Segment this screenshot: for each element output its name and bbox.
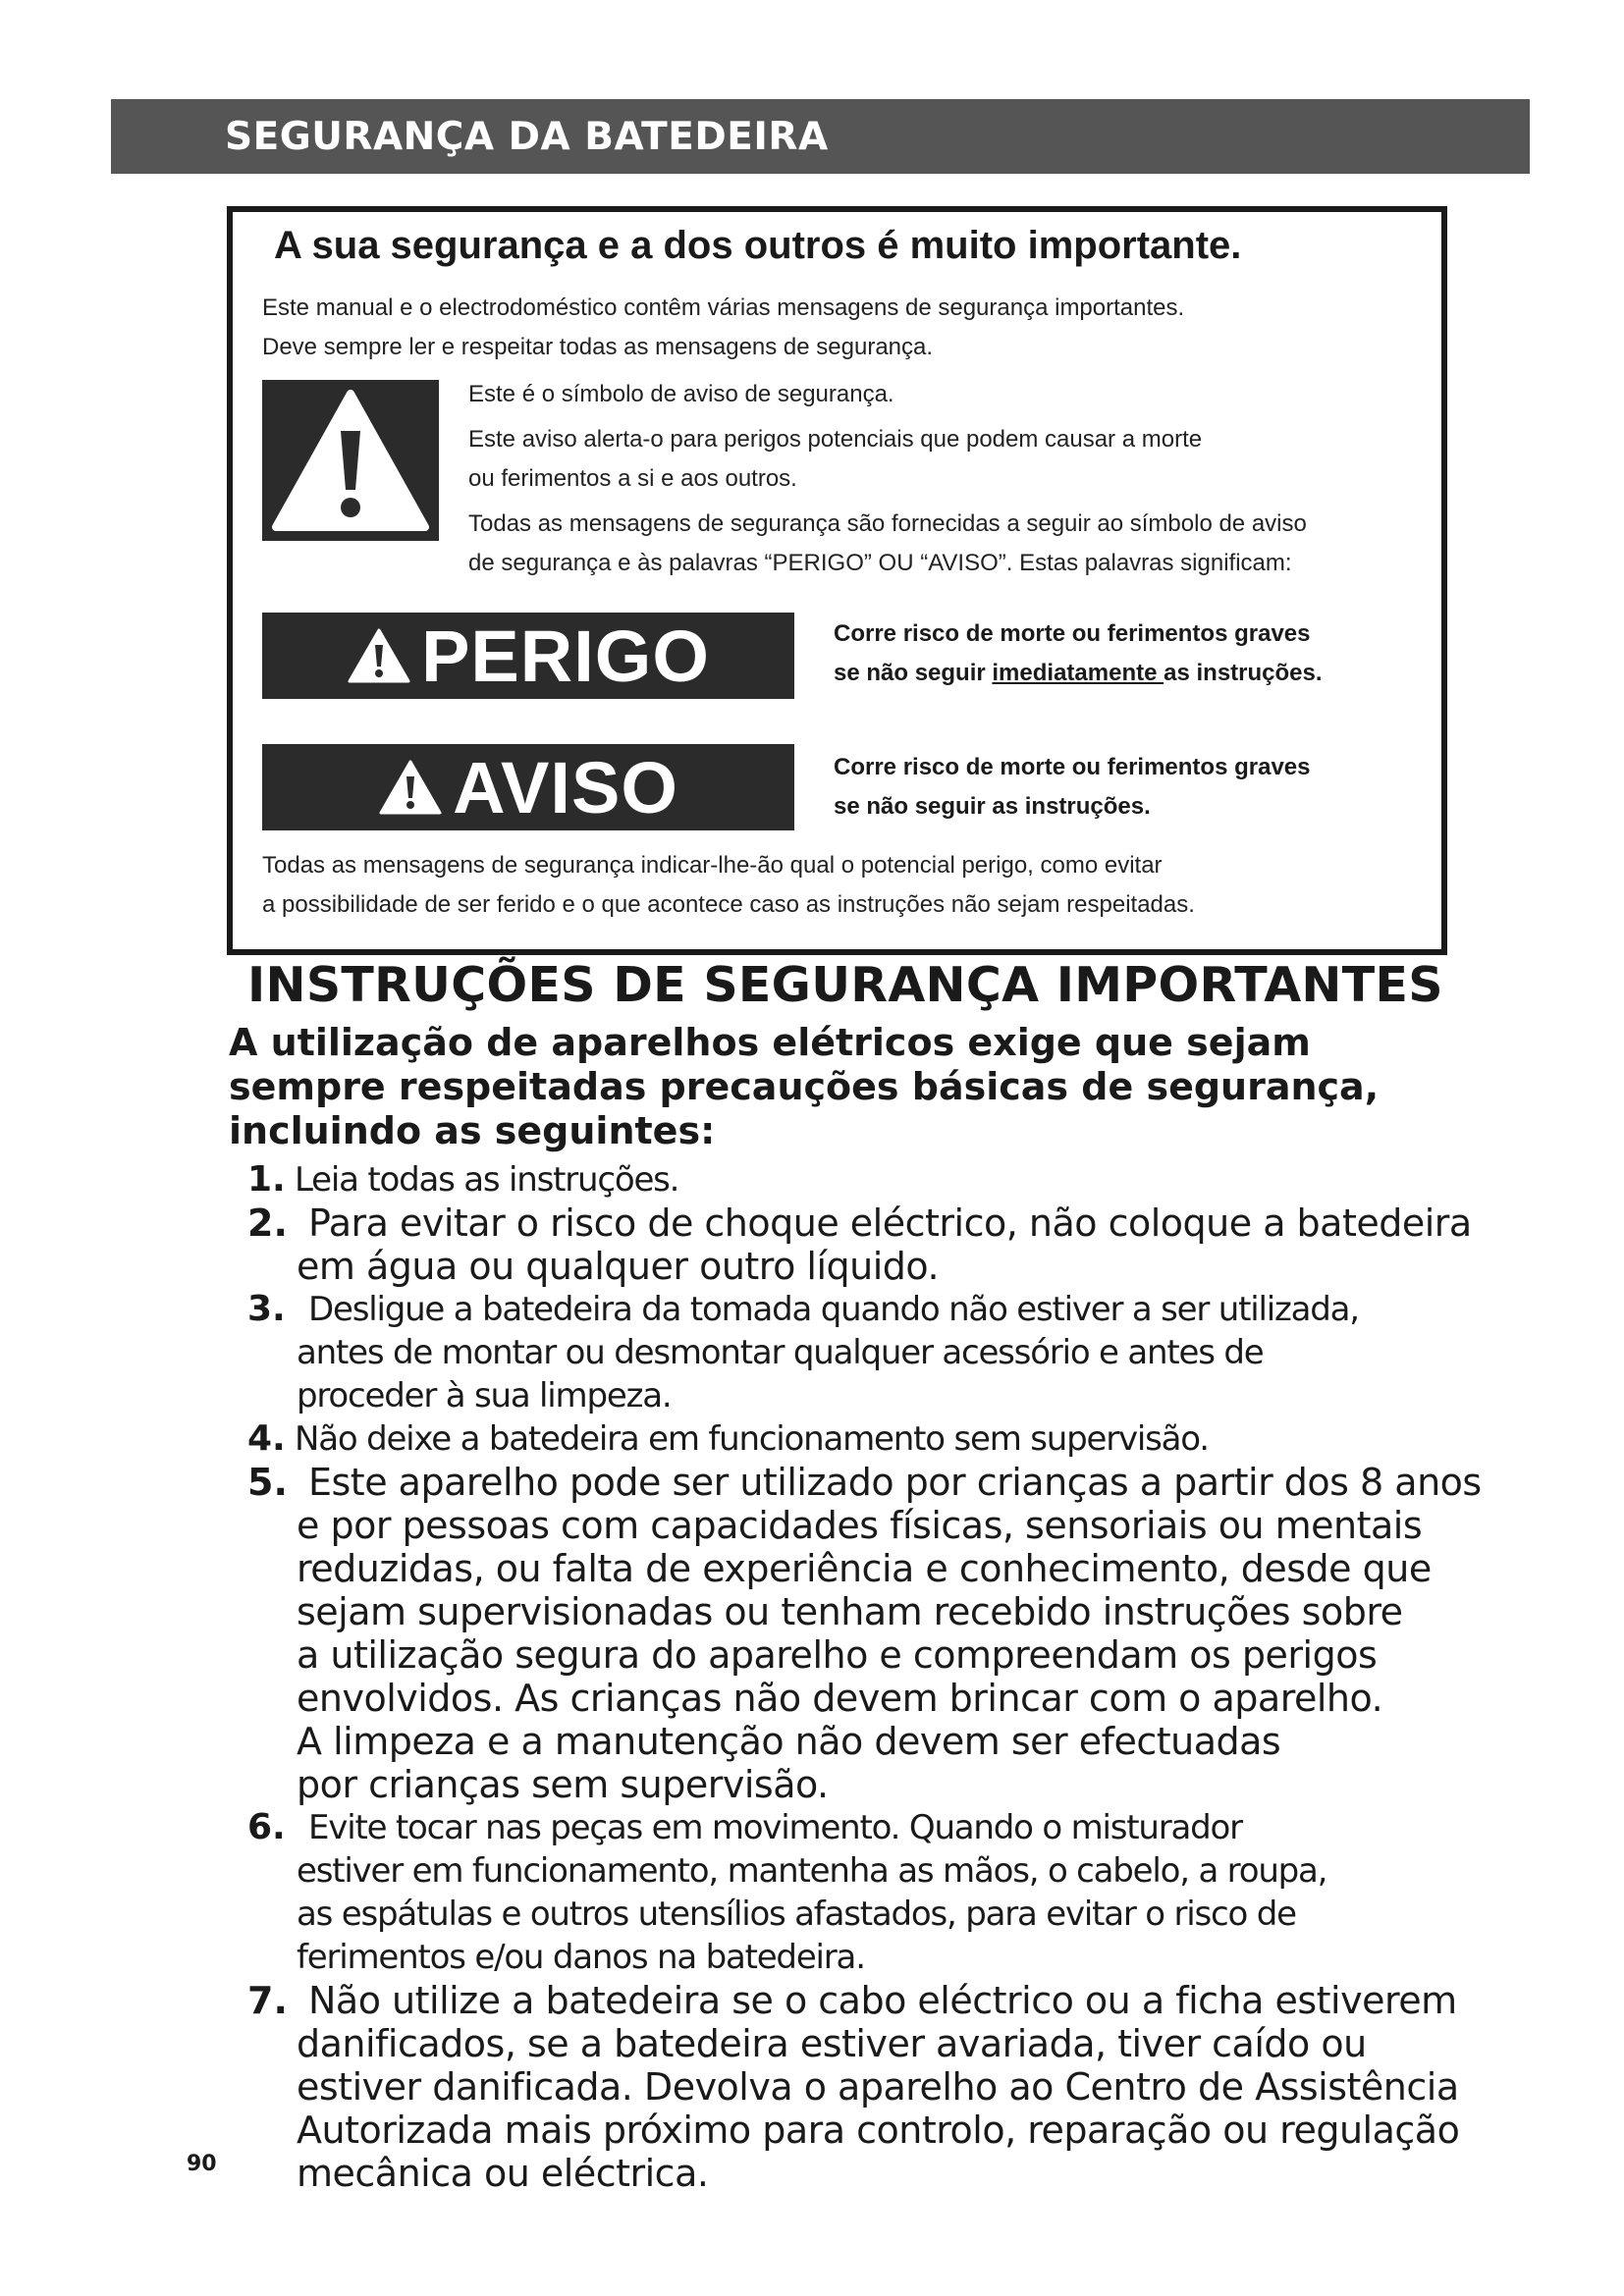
safety-footer-line: a possibilidade de ser ferido e o que acontece caso as instruções não sejam respeitadas.: [262, 891, 1195, 918]
danger-description-line: Corre risco de morte ou ferimentos graves: [834, 620, 1311, 647]
safety-alert-symbol-panel: [262, 380, 439, 541]
list-item-line: A limpeza e a manutenção não devem ser efectuadas: [297, 1720, 1281, 1763]
symbol-description-line: de segurança e às palavras “PERIGO” OU “AVISO”. Estas palavras significam:: [468, 550, 1292, 576]
list-item-line: danificados, se a batedeira estiver avariada, tiver caído ou: [297, 2022, 1367, 2065]
list-item-line: e por pessoas com capacidades físicas, sensoriais ou mentais: [297, 1504, 1423, 1547]
instructions-intro-line: incluindo as seguintes:: [229, 1109, 716, 1152]
symbol-description-line: Este aviso alerta-o para perigos potenciais que podem causar a morte: [468, 426, 1203, 453]
list-item-line: envolvidos. As crianças não devem brincar com o aparelho.: [297, 1677, 1383, 1720]
list-item-line: Evite tocar nas peças em movimento. Quando o misturador: [308, 1808, 1242, 1847]
list-item-number: 7.: [247, 1979, 288, 2022]
list-item-number: 2.: [247, 1201, 288, 1245]
list-item-number: 3.: [247, 1289, 286, 1329]
list-item-line: por crianças sem supervisão.: [297, 1763, 829, 1806]
symbol-description-line: Este é o símbolo de aviso de segurança.: [468, 381, 894, 407]
instructions-intro: [229, 1021, 1379, 1153]
instructions-intro-line: A utilização de aparelhos elétricos exige que sejam: [229, 1021, 1311, 1064]
list-item-line: estiver danificada. Devolva o aparelho ao Centro de Assistência: [297, 2065, 1459, 2109]
safety-intro-line: Este manual e o electrodoméstico contêm várias mensagens de segurança importantes.: [262, 294, 1185, 321]
list-item-line: a utilização segura do aparelho e compreendam os perigos: [297, 1633, 1378, 1677]
list-item-number: 5.: [247, 1461, 288, 1504]
symbol-description-line: Todas as mensagens de segurança são fornecidas a seguir ao símbolo de aviso: [468, 510, 1307, 537]
instructions-heading: INSTRUÇÕES DE SEGURANÇA IMPORTANTES: [247, 957, 1443, 1013]
list-item-line: Autorizada mais próximo para controlo, reparação ou regulação: [297, 2109, 1460, 2152]
section-title: SEGURANÇA DA BATEDEIRA: [225, 114, 829, 159]
list-item-line: reduzidas, ou falta de experiência e conhecimento, desde que: [297, 1547, 1432, 1590]
list-item-line: em água ou qualquer outro líquido.: [297, 1245, 940, 1288]
list-item-line: Não deixe a batedeira em funcionamento sem supervisão.: [295, 1419, 1209, 1459]
list-item-line: proceder à sua limpeza.: [297, 1376, 672, 1415]
list-item-line: Desligue a batedeira da tomada quando não estiver a ser utilizada,: [308, 1290, 1359, 1329]
danger-signal-word: PERIGO: [421, 614, 710, 697]
safety-message-box: [227, 206, 1447, 955]
list-item-line: ferimentos e/ou danos na batedeira.: [297, 1938, 865, 1977]
warning-description-line: Corre risco de morte ou ferimentos graves: [834, 754, 1311, 780]
warning-triangle-icon: [262, 380, 439, 541]
warning-triangle-icon: [347, 627, 411, 684]
list-item-line: sejam supervisionadas ou tenham recebido instruções sobre: [297, 1590, 1403, 1633]
safety-box-title: A sua segurança e a dos outros é muito importante.: [274, 224, 1242, 267]
list-item-line: as espátulas e outros utensílios afastados, para evitar o risco de: [297, 1895, 1296, 1934]
instructions-intro-line: sempre respeitadas precauções básicas de segurança,: [229, 1065, 1380, 1108]
list-item-line: estiver em funcionamento, mantenha as mãos, o cabelo, a roupa,: [297, 1851, 1327, 1891]
list-item-line: Leia todas as instruções.: [295, 1160, 679, 1200]
list-item-number: 1.: [247, 1159, 286, 1200]
list-item-line: Para evitar o risco de choque eléctrico, não coloque a batedeira: [308, 1201, 1472, 1245]
safety-footer-line: Todas as mensagens de segurança indicar-lhe-ão qual o potencial perigo, como evitar: [262, 852, 1163, 879]
list-item-number: 6.: [247, 1807, 286, 1847]
warning-triangle-icon: [378, 759, 443, 816]
warning-signal-panel: [262, 744, 794, 830]
list-item-line: Não utilize a batedeira se o cabo eléctrico ou a ficha estiverem: [308, 1979, 1457, 2022]
symbol-description-line: ou ferimentos a si e aos outros.: [468, 465, 797, 492]
danger-signal-panel: [262, 613, 794, 699]
emphasis-underlined: imediatamente: [992, 660, 1164, 686]
section-header-bar: [111, 99, 1530, 174]
list-item-line: Este aparelho pode ser utilizado por crianças a partir dos 8 anos: [308, 1461, 1482, 1504]
list-item-number: 4.: [247, 1418, 286, 1459]
danger-description-line: se não seguir imediatamente as instruções.: [834, 660, 1323, 686]
page-number: 90: [187, 2152, 217, 2176]
warning-description-line: se não seguir as instruções.: [834, 793, 1151, 820]
list-item-line: mecânica ou eléctrica.: [297, 2152, 709, 2195]
warning-signal-word: AVISO: [453, 746, 678, 828]
safety-intro-line: Deve sempre ler e respeitar todas as mensagens de segurança.: [262, 334, 934, 360]
list-item-line: antes de montar ou desmontar qualquer acessório e antes de: [297, 1333, 1264, 1372]
